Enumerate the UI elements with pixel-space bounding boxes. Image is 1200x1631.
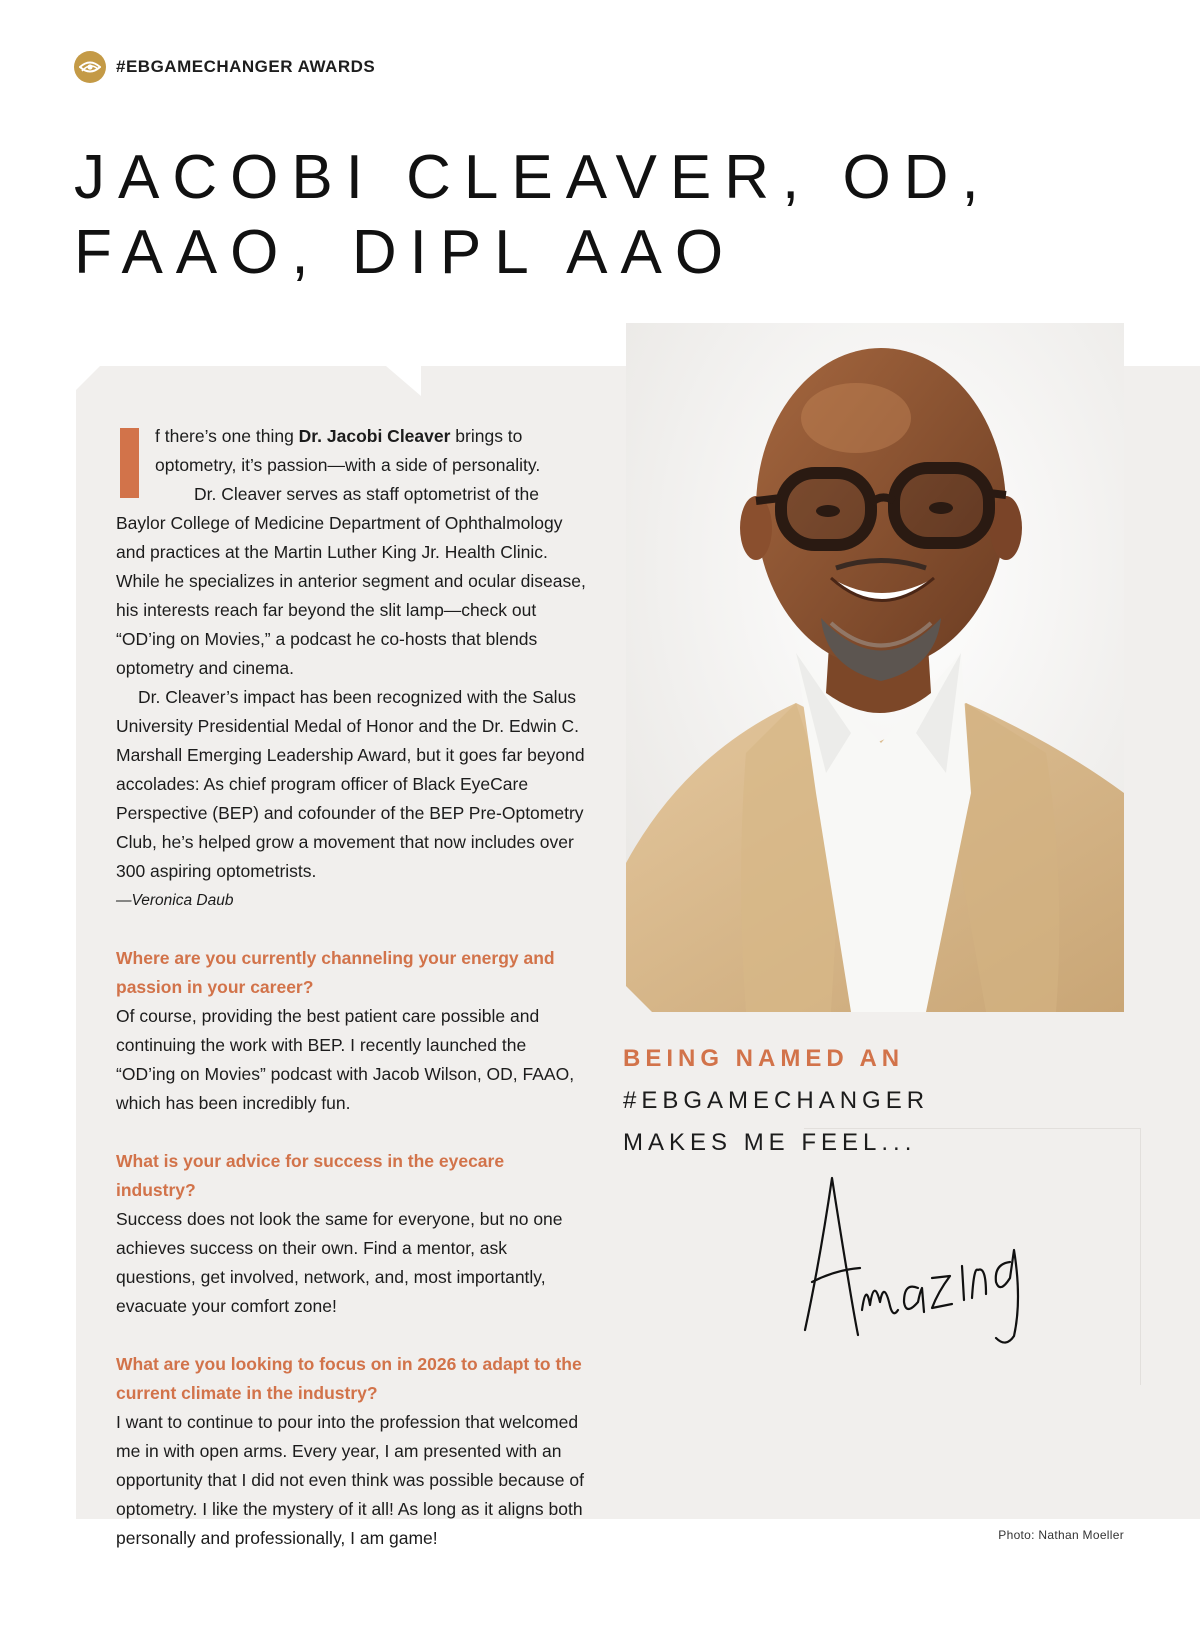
question-1: Where are you currently channeling your energy and passion in your career? (116, 948, 555, 997)
answer-2: Success does not look the same for everyone, but no one achieves success on their own. Find a mentor, ask questions, get involved, network, and, most importantly, evacuate your comfort zone! (116, 1209, 563, 1316)
eye-logo-icon (74, 51, 106, 83)
intro-paragraph (116, 422, 586, 480)
quote-line-1: BEING NAMED AN (623, 1045, 905, 1072)
photo-credit: Photo: Nathan Moeller (998, 1528, 1124, 1542)
answer-3: I want to continue to pour into the profession that welcomed me in with open arms. Every year, I am presented with an opportunity that I did not even think was possible because of optometry. I like the mystery of it all! As long as it aligns both personally and professionally, I am game! (116, 1412, 584, 1548)
title-line-1: JACOBI CLEAVER, OD, (74, 143, 992, 212)
intro-pre: f there’s one thing (155, 426, 299, 446)
question-3: What are you looking to focus on in 2026 to adapt to the current climate in the industry? (116, 1354, 582, 1403)
question-2: What is your advice for success in the eyecare industry? (116, 1151, 505, 1200)
portrait-photo (626, 323, 1124, 1012)
section-label: #EBGAMECHANGER AWARDS (116, 57, 376, 76)
article-paragraph-2: Dr. Cleaver’s impact has been recognized with the Salus University Presidential Medal of Honor and the Dr. Edwin C. Marshall Emerging Leadership Award, but it goes far beyond accolades: As chief program officer of Black EyeCare Perspective (BEP) and cofounder of the BEP Pre-Optometry Club, he’s helped grow a movement that now includes over 300 aspiring optometrists. (116, 687, 585, 881)
quote-line-2: #EBGAMECHANGER (623, 1087, 930, 1114)
answer-1: Of course, providing the best patient care possible and continuing the work with BEP. I recently launched the “OD’ing on Movies” podcast with Jacob Wilson, OD, FAAO, which has been incredibly fun. (116, 1006, 575, 1113)
byline: —Veronica Daub (116, 892, 234, 909)
intro-post: brings to optometry, it’s passion—with a side of personality. (155, 426, 541, 475)
article-body (116, 422, 586, 1553)
drop-cap (120, 428, 139, 498)
quote-line-3: MAKES ME FEEL... (623, 1129, 917, 1156)
section-header (74, 51, 375, 83)
title-line-2: FAAO, DIPL AAO (74, 218, 737, 287)
article-paragraph-1: Dr. Cleaver serves as staff optometrist of the Baylor College of Medicine Department of Ophthalmology and practices at the Martin Luther King Jr. Health Clinic. While he specializes in anterior segment and ocular disease, his interests reach far beyond the slit lamp—check out “OD’ing on Movies,” a podcast he co-hosts that blends optometry and cinema. (116, 484, 586, 678)
intro-bold-name: Dr. Jacobi Cleaver (298, 426, 451, 446)
page-title (74, 140, 1154, 290)
handwritten-signature (800, 1170, 1060, 1350)
